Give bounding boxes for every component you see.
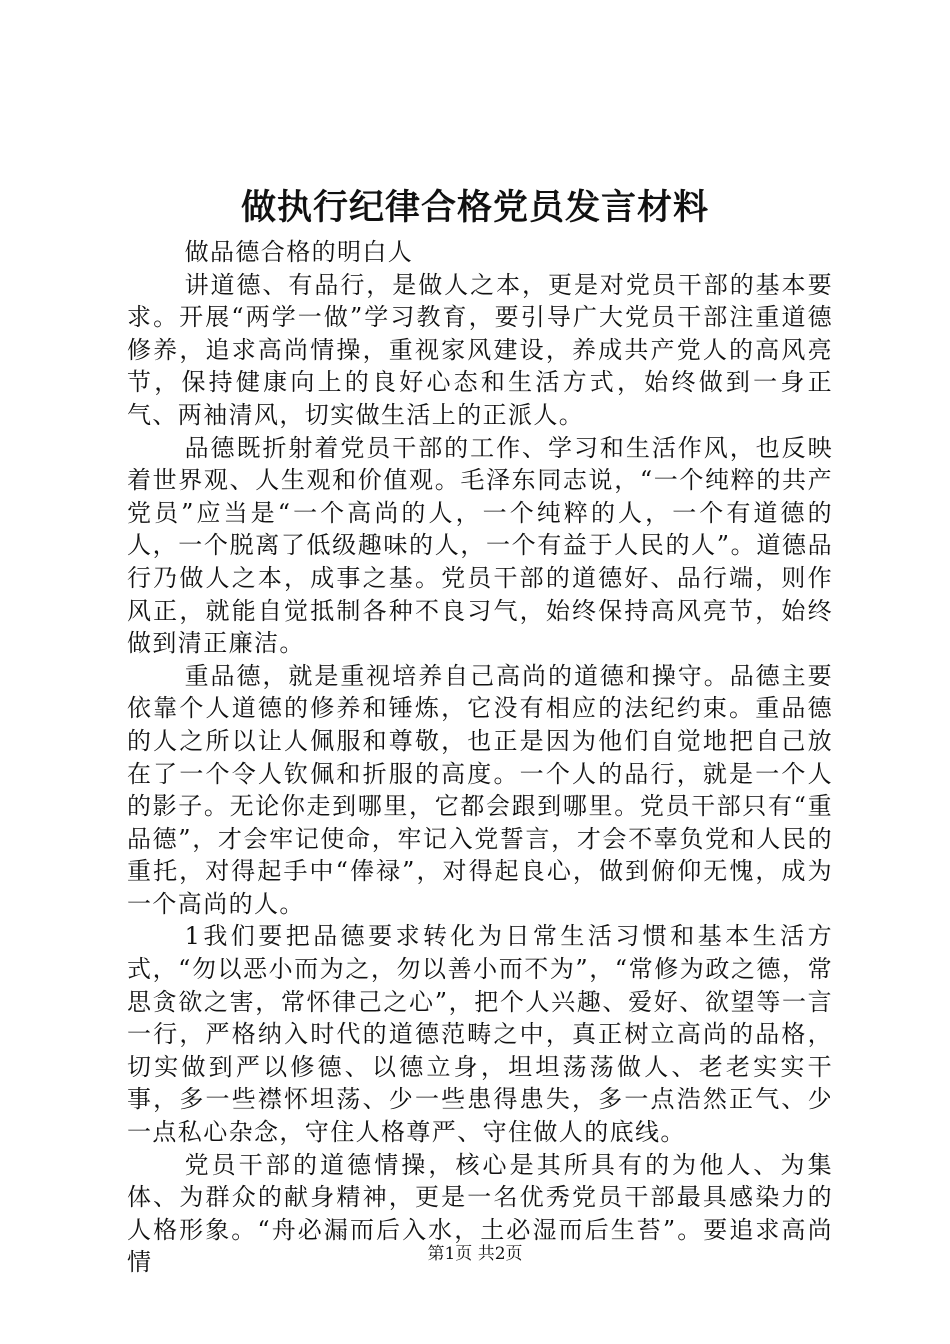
paragraph-5: 党员干部的道德情操，核心是其所具有的为他人、为集体、为群众的献身精神，更是一名优秀党员干部最具感染力的人格形象。“舟必漏而后入水，土必湿而后生苔”。要追求高尚情 xyxy=(127,1150,833,1277)
paragraph-1: 讲道德、有品行，是做人之本，更是对党员干部的基本要求。开展“两学一做”学习教育，要引导广大党员干部注重道德修养，追求高尚情操，重视家风建设，养成共产党人的高风亮节，保持健康向上的良好心态和生活方式，始终做到一身正气、两袖清风，切实做生活上的正派人。 xyxy=(127,270,833,429)
paragraph-4: 1我们要把品德要求转化为日常生活习惯和基本生活方式，“勿以恶小而为之，勿以善小而不为”，“常修为政之德，常思贪欲之害，常怀律己之心”，把个人兴趣、爱好、欲望等一言一行，严格纳入时代的道德范畴之中，真正树立高尚的品格，切实做到严以修德、以德立身，坦坦荡荡做人、老老实实干事，多一些襟怀坦荡、少一些患得患失，多一点浩然正气、少一点私心杂念，守住人格尊严、守住做人的底线。 xyxy=(127,922,833,1147)
page-number-footer: 第1页 共2页 xyxy=(427,1244,523,1264)
paragraph-2: 品德既折射着党员干部的工作、学习和生活作风，也反映着世界观、人生观和价值观。毛泽东同志说，“一个纯粹的共产党员”应当是“一个高尚的人，一个纯粹的人，一个有道德的人，一个脱离了低级趣味的人，一个有益于人民的人”。道德品行乃做人之本，成事之基。党员干部的道德好、品行端，则作风正，就能自觉抵制各种不良习气，始终保持高风亮节，始终做到清正廉洁。 xyxy=(127,433,833,658)
document-body xyxy=(127,236,833,1279)
document-title: 做执行纪律合格党员发言材料 xyxy=(240,187,709,228)
paragraph-3: 重品德，就是重视培养自己高尚的道德和操守。品德主要依靠个人道德的修养和锤炼，它没有相应的法纪约束。重品德的人之所以让人佩服和尊敬，也正是因为他们自觉地把自己放在了一个令人钦佩和折服的高度。一个人的品行，就是一个人的影子。无论你走到哪里，它都会跟到哪里。党员干部只有“重品德”，才会牢记使命，牢记入党誓言，才会不辜负党和人民的重托，对得起手中“俸禄”，对得起良心，做到俯仰无愧，成为一个高尚的人。 xyxy=(127,661,833,918)
section-heading: 做品德合格的明白人 xyxy=(184,238,414,266)
